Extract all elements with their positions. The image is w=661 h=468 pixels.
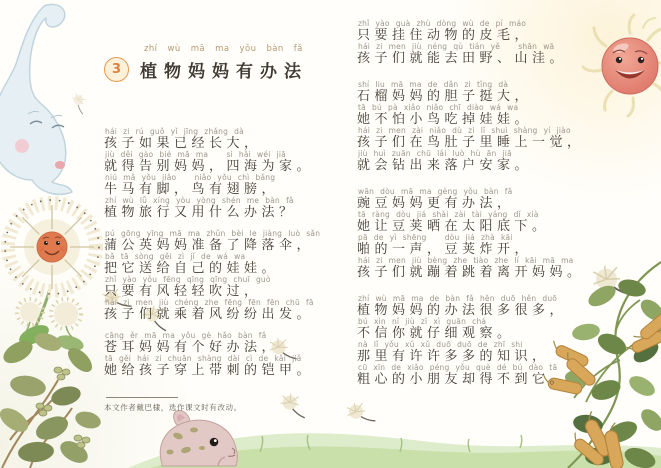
hanzi-line: 孩子们就能去田野、山洼。	[357, 50, 568, 65]
pinyin-line: shí liu mā ma de dǎn zi tǐng dà	[358, 80, 509, 89]
footnote-text: 本文作者戴巴棣，选作课文时有改动。	[104, 403, 242, 412]
hanzi-line: 石榴妈妈的胆子挺大，	[357, 88, 533, 103]
pinyin-line: bǎ tā sòng gěi zì jǐ de wá wa	[105, 252, 246, 261]
pinyin-line: jiù děi gào bié mā ma sì hǎi wéi jiā	[105, 150, 286, 159]
verse-line	[357, 126, 599, 148]
verse-line	[104, 229, 346, 251]
pinyin-line: hái zi men jiù bèng zhe tiào zhe lí kāi mā ma	[358, 256, 574, 265]
hanzi-line: 她让豆荚晒在太阳底下。	[357, 218, 550, 233]
verse-line	[104, 354, 346, 376]
hanzi-line: 只要挂住动物的皮毛，	[357, 27, 533, 42]
verse-line	[357, 187, 599, 209]
verse-line	[104, 173, 346, 195]
verse-line	[357, 233, 599, 255]
verse-line	[357, 80, 599, 102]
pinyin-line: bú xìn nǐ jiù zǐ xì guān chá	[358, 317, 487, 326]
hanzi-line: 粗心的小朋友却得不到它。	[357, 371, 568, 386]
pinyin-line: hái zi rú guǒ yǐ jīng zhǎng dà	[105, 127, 244, 136]
hanzi-line: 把它送给自己的娃娃。	[104, 260, 280, 275]
verse-line	[357, 19, 599, 41]
hanzi-line: 豌豆妈妈更有办法，	[357, 195, 515, 210]
hanzi-line: 植物妈妈的办法很多很多，	[357, 302, 568, 317]
left-text-column	[104, 127, 346, 387]
hanzi-line: 她给孩子穿上带刺的铠甲。	[104, 362, 315, 377]
hanzi-line: 孩子如果已经长大，	[104, 135, 262, 150]
pinyin-line: tā gěi hái zi chuān shàng dài cì de kǎi jiǎ	[105, 354, 302, 363]
hanzi-line: 那里有许许多多的知识，	[357, 348, 550, 363]
pinyin-line: wān dòu mā ma gèng yǒu bàn fǎ	[358, 187, 513, 196]
pinyin-line: tā ràng dòu jiá shài zài tài yáng dǐ xià	[358, 210, 539, 219]
verse-line	[104, 331, 346, 353]
footnote	[104, 397, 242, 413]
verse-line	[357, 363, 599, 385]
pinyin-line: jiù huì zuān chū lái luò hù ān jiā	[358, 149, 512, 158]
pinyin-line: zhǐ yào guà zhù dòng wù de pí máo	[358, 19, 527, 28]
pinyin-line: nà lǐ yǒu xǔ xǔ duō duō de zhī shi	[358, 340, 523, 349]
stanza-1	[104, 127, 346, 218]
pinyin-line: zhí wù lǚ xíng yòu yòng shén me bàn fǎ	[105, 196, 294, 205]
pinyin-line: hái zi men zài niǎo dù zi lǐ shuì shàng yí jiào	[358, 126, 571, 135]
page-title: 植物妈妈有办法	[140, 62, 308, 81]
lesson-number-badge: 3	[104, 57, 129, 82]
pinyin-line: zhǐ yào yǒu fēng qīng qīng chuī guò	[105, 275, 271, 284]
hanzi-line: 只要有风轻轻吹过，	[104, 283, 262, 298]
verse-line	[104, 252, 346, 274]
hanzi-line: 蒲公英妈妈准备了降落伞，	[104, 237, 315, 252]
hanzi-line: 牛马有脚，鸟有翅膀，	[104, 181, 280, 196]
verse-line	[357, 294, 599, 316]
verse-line	[357, 149, 599, 171]
verse-line	[357, 103, 599, 125]
verse-line	[104, 275, 346, 297]
footnote-rule	[106, 397, 178, 398]
right-text-column	[357, 19, 599, 401]
pinyin-line: zhí wù mā ma de bàn fǎ hěn duō hěn duō	[358, 294, 558, 303]
pinyin-line: pā de yì shēng dòu jiá zhà kāi	[358, 233, 513, 242]
hanzi-line: 不信你就仔细观察。	[357, 325, 515, 340]
stanza-6	[357, 294, 599, 385]
pinyin-line: hái zi men jiù néng qù tián yě shān wā	[358, 42, 555, 51]
hanzi-line: 就得告别妈妈，四海为家。	[104, 158, 315, 173]
hanzi-line: 啪的一声，豆荚炸开，	[357, 241, 533, 256]
hanzi-line: 她不怕小鸟吃掉娃娃。	[357, 111, 533, 126]
verse-line	[357, 340, 599, 362]
pinyin-line: niú mǎ yǒu jiǎo niǎo yǒu chì bǎng	[105, 173, 276, 182]
stanza-3-part2	[357, 19, 599, 64]
pinyin-line: cāng ěr mā ma yǒu gè hǎo bàn fǎ	[105, 331, 267, 340]
pinyin-line: tā bú pà xiǎo niǎo chī diào wá wa	[358, 103, 519, 112]
verse-line	[357, 42, 599, 64]
hanzi-line: 苍耳妈妈有个好办法，	[104, 339, 280, 354]
hanzi-line: 孩子们就蹦着跳着离开妈妈。	[357, 264, 585, 279]
verse-line	[357, 256, 599, 278]
hanzi-line: 孩子们在鸟肚子里睡上一觉，	[357, 134, 585, 149]
verse-line	[357, 210, 599, 232]
verse-line	[104, 298, 346, 320]
title-pinyin: zhí wù mā ma yǒu bàn fǎ	[144, 44, 303, 54]
hanzi-line: 植物旅行又用什么办法？	[104, 204, 297, 219]
verse-line	[104, 150, 346, 172]
stanza-5	[357, 187, 599, 278]
pinyin-line: hái zi men jiù chéng zhe fēng fēn fēn chū fā	[105, 298, 314, 307]
hanzi-line: 就会钻出来落户安家。	[357, 157, 533, 172]
pinyin-line: pú gōng yīng mā ma zhǔn bèi le jiàng luò sǎn	[105, 229, 321, 238]
pinyin-line: cū xīn de xiǎo péng yǒu què dé bú dào tā	[358, 363, 558, 372]
verse-line	[104, 196, 346, 218]
lesson-title-block	[104, 44, 308, 82]
hanzi-line: 孩子们就乘着风纷纷出发。	[104, 306, 315, 321]
stanza-3-part1	[104, 331, 346, 376]
verse-line	[357, 317, 599, 339]
stanza-2	[104, 229, 346, 320]
stanza-4	[357, 80, 599, 171]
verse-line	[104, 127, 346, 149]
